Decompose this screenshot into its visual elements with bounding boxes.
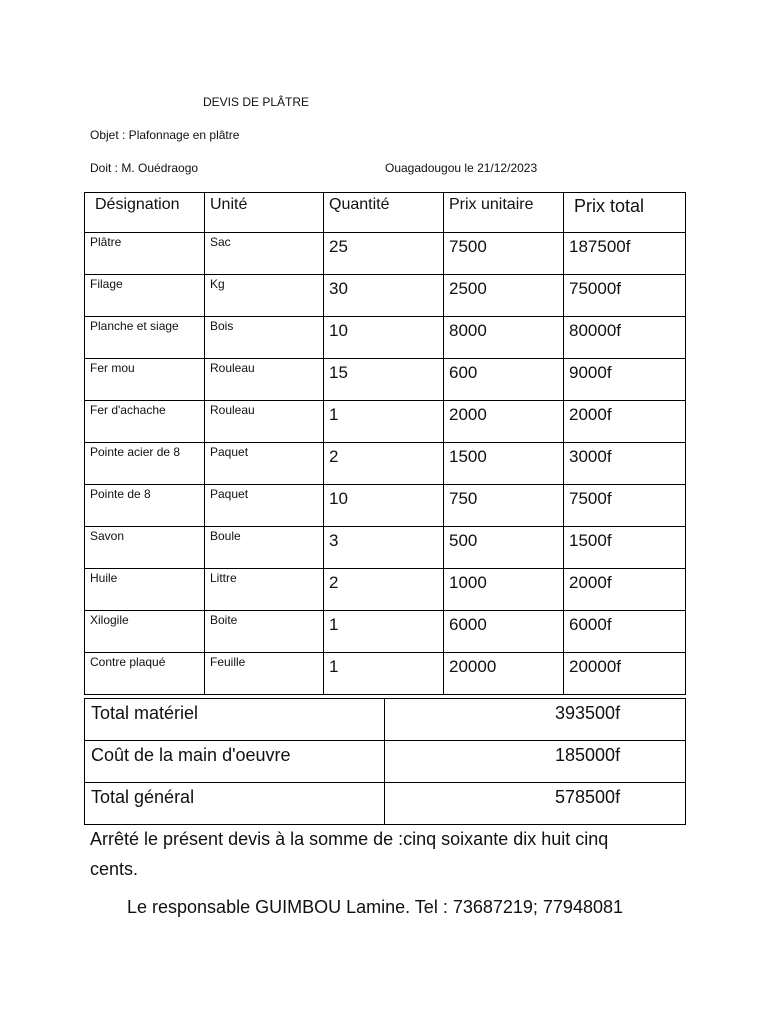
unite-cell: Paquet — [205, 443, 324, 485]
quantite-cell: 2 — [324, 569, 444, 611]
main-oeuvre-row — [85, 741, 686, 783]
quantite-cell: 2 — [324, 443, 444, 485]
designation-cell: Planche et siage — [85, 317, 205, 359]
prix-unitaire-cell: 6000 — [444, 611, 564, 653]
responsable-line: Le responsable GUIMBOU Lamine. Tel : 73687219; 77948081 — [127, 897, 623, 917]
total-general-value: 578500f — [385, 783, 686, 825]
table-row — [85, 443, 686, 485]
prix-total-cell: 1500f — [564, 527, 686, 569]
table-row — [85, 359, 686, 401]
table-row — [85, 527, 686, 569]
quantite-cell: 25 — [324, 233, 444, 275]
header-unite: Unité — [205, 193, 324, 233]
unite-cell: Rouleau — [205, 401, 324, 443]
prix-total-cell: 3000f — [564, 443, 686, 485]
unite-cell: Boite — [205, 611, 324, 653]
quantite-cell: 1 — [324, 653, 444, 695]
prix-total-cell: 7500f — [564, 485, 686, 527]
quantite-cell: 10 — [324, 317, 444, 359]
prix-unitaire-cell: 20000 — [444, 653, 564, 695]
prix-total-cell: 6000f — [564, 611, 686, 653]
quantite-cell: 30 — [324, 275, 444, 317]
prix-unitaire-cell: 7500 — [444, 233, 564, 275]
table-row — [85, 485, 686, 527]
unite-cell: Littre — [205, 569, 324, 611]
quote-table — [84, 192, 686, 695]
prix-unitaire-cell: 2000 — [444, 401, 564, 443]
prix-unitaire-cell: 1500 — [444, 443, 564, 485]
quantite-cell: 15 — [324, 359, 444, 401]
designation-cell: Pointe acier de 8 — [85, 443, 205, 485]
total-materiel-value: 393500f — [385, 699, 686, 741]
total-general-row — [85, 783, 686, 825]
table-row — [85, 233, 686, 275]
total-general-label: Total général — [85, 783, 385, 825]
table-row — [85, 317, 686, 359]
prix-total-cell: 80000f — [564, 317, 686, 359]
quantite-cell: 1 — [324, 401, 444, 443]
total-materiel-row — [85, 699, 686, 741]
designation-cell: Fer mou — [85, 359, 205, 401]
table-row — [85, 611, 686, 653]
unite-cell: Kg — [205, 275, 324, 317]
table-row — [85, 653, 686, 695]
header-designation: Désignation — [85, 193, 205, 233]
table-row — [85, 275, 686, 317]
client-line: Doit : M. Ouédraogo — [90, 161, 199, 175]
prix-unitaire-cell: 500 — [444, 527, 564, 569]
prix-total-cell: 2000f — [564, 569, 686, 611]
quantite-cell: 1 — [324, 611, 444, 653]
quantite-cell: 10 — [324, 485, 444, 527]
quantite-cell: 3 — [324, 527, 444, 569]
unite-cell: Feuille — [205, 653, 324, 695]
header-quantite: Quantité — [324, 193, 444, 233]
table-row — [85, 569, 686, 611]
prix-total-cell: 2000f — [564, 401, 686, 443]
table-row — [85, 401, 686, 443]
unite-cell: Bois — [205, 317, 324, 359]
prix-total-cell: 75000f — [564, 275, 686, 317]
header-prix-unitaire: Prix unitaire — [444, 193, 564, 233]
header-prix-total: Prix total — [564, 193, 686, 233]
unite-cell: Rouleau — [205, 359, 324, 401]
designation-cell: Contre plaqué — [85, 653, 205, 695]
designation-cell: Fer d'achache — [85, 401, 205, 443]
prix-total-cell: 20000f — [564, 653, 686, 695]
designation-cell: Huile — [85, 569, 205, 611]
total-materiel-label: Total matériel — [85, 699, 385, 741]
prix-unitaire-cell: 600 — [444, 359, 564, 401]
prix-total-cell: 9000f — [564, 359, 686, 401]
designation-cell: Savon — [85, 527, 205, 569]
prix-unitaire-cell: 2500 — [444, 275, 564, 317]
unite-cell: Boule — [205, 527, 324, 569]
prix-unitaire-cell: 8000 — [444, 317, 564, 359]
document-title: DEVIS DE PLÂTRE — [203, 95, 310, 109]
prix-unitaire-cell: 750 — [444, 485, 564, 527]
unite-cell: Sac — [205, 233, 324, 275]
prix-unitaire-cell: 1000 — [444, 569, 564, 611]
prix-total-cell: 187500f — [564, 233, 686, 275]
main-oeuvre-label: Coût de la main d'oeuvre — [85, 741, 385, 783]
designation-cell: Xilogile — [85, 611, 205, 653]
designation-cell: Pointe de 8 — [85, 485, 205, 527]
designation-cell: Filage — [85, 275, 205, 317]
main-oeuvre-value: 185000f — [385, 741, 686, 783]
totals-table — [84, 698, 686, 825]
arrete-statement: Arrêté le présent devis à la somme de :cinq soixante dix huit cinq cents. — [90, 829, 609, 879]
objet-line: Objet : Plafonnage en plâtre — [90, 128, 240, 142]
table-header-row — [85, 193, 686, 233]
place-date: Ouagadougou le 21/12/2023 — [385, 161, 538, 175]
unite-cell: Paquet — [205, 485, 324, 527]
designation-cell: Plâtre — [85, 233, 205, 275]
